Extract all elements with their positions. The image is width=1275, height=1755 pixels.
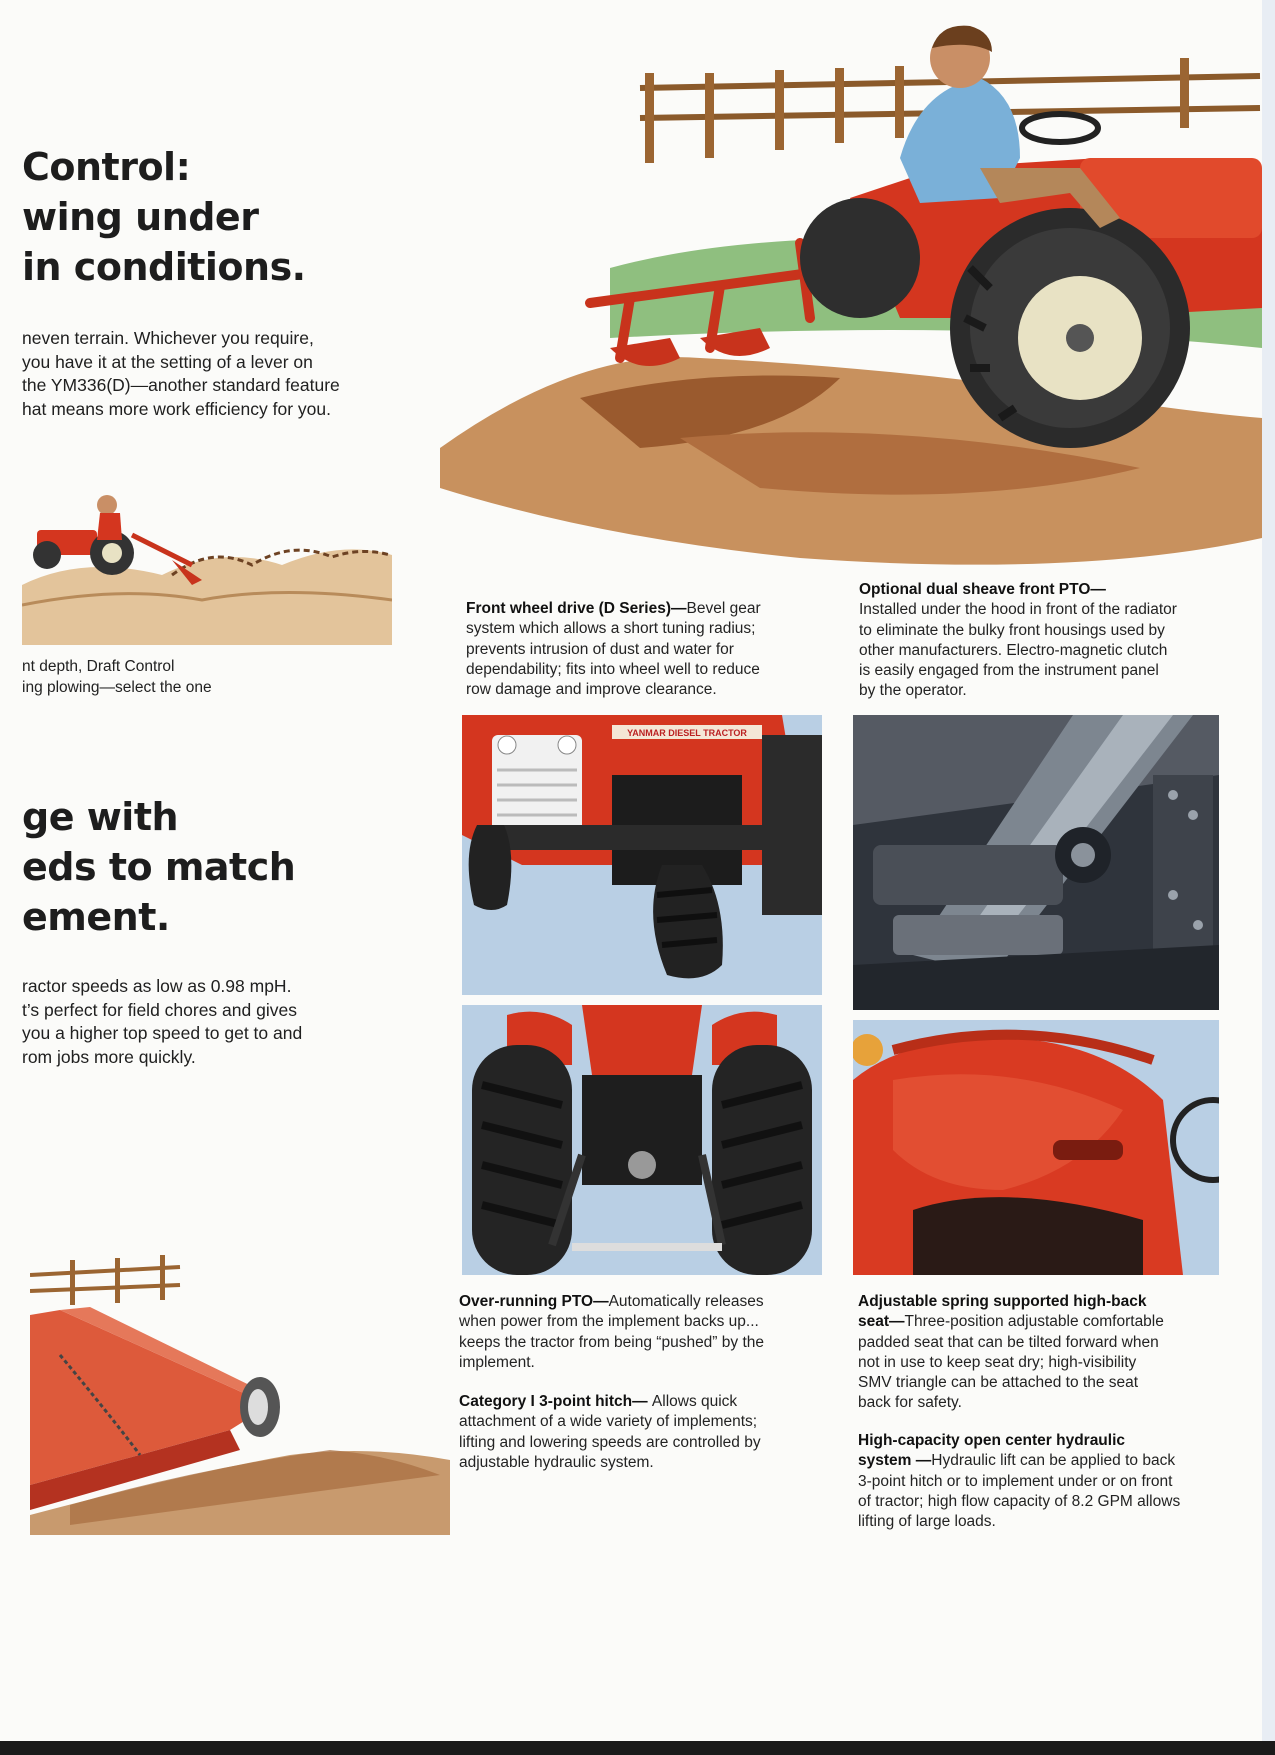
body-line: hat means more work efficiency for you. (22, 398, 331, 419)
feature-title: High-capacity open center hydraulic (858, 1432, 1126, 1449)
feature-line: SMV triangle can be attached to the seat (858, 1374, 1139, 1392)
feature-hydraulic-system (858, 1431, 1180, 1532)
feature-separator: — (1090, 581, 1106, 598)
feature-line: 3-point hitch or to implement under or on front (858, 1472, 1173, 1490)
caption-line: nt depth, Draft Control (22, 658, 175, 675)
photo-front-wheel-drive (462, 715, 822, 995)
feature-separator: — (911, 1452, 932, 1470)
section2-body (22, 975, 302, 1069)
feature-title: Over-running PTO (459, 1293, 594, 1310)
feature-line: not in use to keep seat dry; high-visibility (858, 1353, 1137, 1371)
feature-dual-sheave-pto (859, 580, 1177, 702)
photo-high-back-seat (853, 1020, 1219, 1275)
section2-headline (22, 792, 295, 942)
feature-line: padded seat that can be tilted forward when (858, 1333, 1159, 1351)
rotary-tiller-illustration (30, 1255, 450, 1535)
feature-text: Automatically releases (608, 1293, 764, 1310)
feature-line (858, 1431, 1180, 1451)
feature-text: Hydraulic lift can be applied to back (931, 1452, 1176, 1470)
feature-line (466, 599, 761, 619)
feature-line: prevents intrusion of dust and water for (466, 640, 734, 658)
headline-line: ge with (22, 795, 179, 839)
feature-over-running-pto (459, 1292, 764, 1373)
body-line: ractor speeds as low as 0.98 mpH. (22, 976, 292, 996)
body-line: t’s perfect for field chores and gives (22, 999, 297, 1020)
feature-front-wheel-drive (466, 599, 761, 700)
caption-line: ing plowing—select the one (22, 679, 212, 696)
feature-line: back for safety. (858, 1394, 962, 1412)
feature-separator: — (671, 600, 687, 617)
feature-title: seat (858, 1313, 890, 1331)
section1-body (22, 327, 340, 421)
feature-line: keeps the tractor from being “pushed” by the (459, 1333, 764, 1351)
scanner-background-edge (1262, 0, 1275, 1755)
body-line: rom jobs more quickly. (22, 1046, 196, 1067)
feature-high-back-seat (858, 1292, 1164, 1414)
feature-line: adjustable hydraulic system. (459, 1453, 654, 1471)
feature-line: by the operator. (859, 682, 967, 700)
feature-line (858, 1451, 1180, 1471)
feature-line (459, 1292, 764, 1312)
feature-line (858, 1292, 1164, 1312)
feature-line: implement. (459, 1353, 535, 1371)
body-line: you a higher top speed to get to and (22, 1023, 303, 1043)
headline-line: ement. (22, 895, 170, 939)
body-line: neven terrain. Whichever you require, (22, 328, 314, 348)
feature-line (859, 580, 1177, 600)
feature-line: Installed under the hood in front of the radiator (859, 601, 1177, 619)
feature-title: Optional dual sheave front PTO (859, 581, 1091, 598)
feature-line: attachment of a wide variety of implements; (459, 1413, 758, 1431)
feature-text: Allows quick (651, 1393, 738, 1410)
headline-line: in conditions. (22, 245, 306, 289)
feature-line (459, 1392, 761, 1412)
headline-line: Control: (22, 145, 191, 189)
feature-text: Three-position adjustable comfortable (904, 1313, 1164, 1331)
feature-line: dependability; fits into wheel well to reduce (466, 660, 760, 678)
photo-dual-sheave-pto (853, 715, 1219, 1010)
feature-line: other manufacturers. Electro-magnetic clutch (859, 641, 1168, 659)
feature-line: to eliminate the bulky front housings used by (859, 621, 1165, 639)
draft-control-illustration (22, 485, 392, 645)
feature-separator: — (889, 1313, 905, 1331)
feature-title: Front wheel drive (D Series) (466, 600, 671, 617)
feature-title: Category I 3-point hitch (459, 1393, 633, 1410)
feature-title: Adjustable spring supported high-back (858, 1293, 1147, 1310)
feature-separator: — (632, 1393, 652, 1410)
feature-line: lifting of large loads. (858, 1513, 996, 1531)
headline-line: wing under (22, 195, 259, 239)
feature-line: is easily engaged from the instrument panel (859, 662, 1159, 680)
feature-separator: — (593, 1293, 609, 1310)
feature-line: when power from the implement backs up... (459, 1313, 759, 1331)
feature-three-point-hitch (459, 1392, 761, 1473)
section1-headline (22, 142, 306, 292)
feature-line: lifting and lowering speeds are controlled by (459, 1433, 761, 1451)
scan-bottom-edge (0, 1741, 1275, 1755)
photo-rear-pto-hitch (462, 1005, 822, 1275)
body-line: the YM336(D)—another standard feature (22, 375, 340, 395)
illustration-caption (22, 656, 212, 698)
yanmar-label: YANMAR DIESEL TRACTOR (627, 728, 747, 738)
feature-line: row damage and improve clearance. (466, 681, 717, 699)
feature-title: system (858, 1452, 912, 1470)
headline-line: eds to match (22, 845, 296, 889)
body-line: you have it at the setting of a lever on (22, 351, 313, 372)
feature-line: system which allows a short tuning radius; (466, 620, 756, 638)
hero-tractor-illustration (380, 18, 1262, 598)
feature-line: of tractor; high flow capacity of 8.2 GPM allows (858, 1492, 1181, 1510)
feature-line (858, 1312, 1164, 1332)
feature-text: Bevel gear (686, 600, 761, 617)
